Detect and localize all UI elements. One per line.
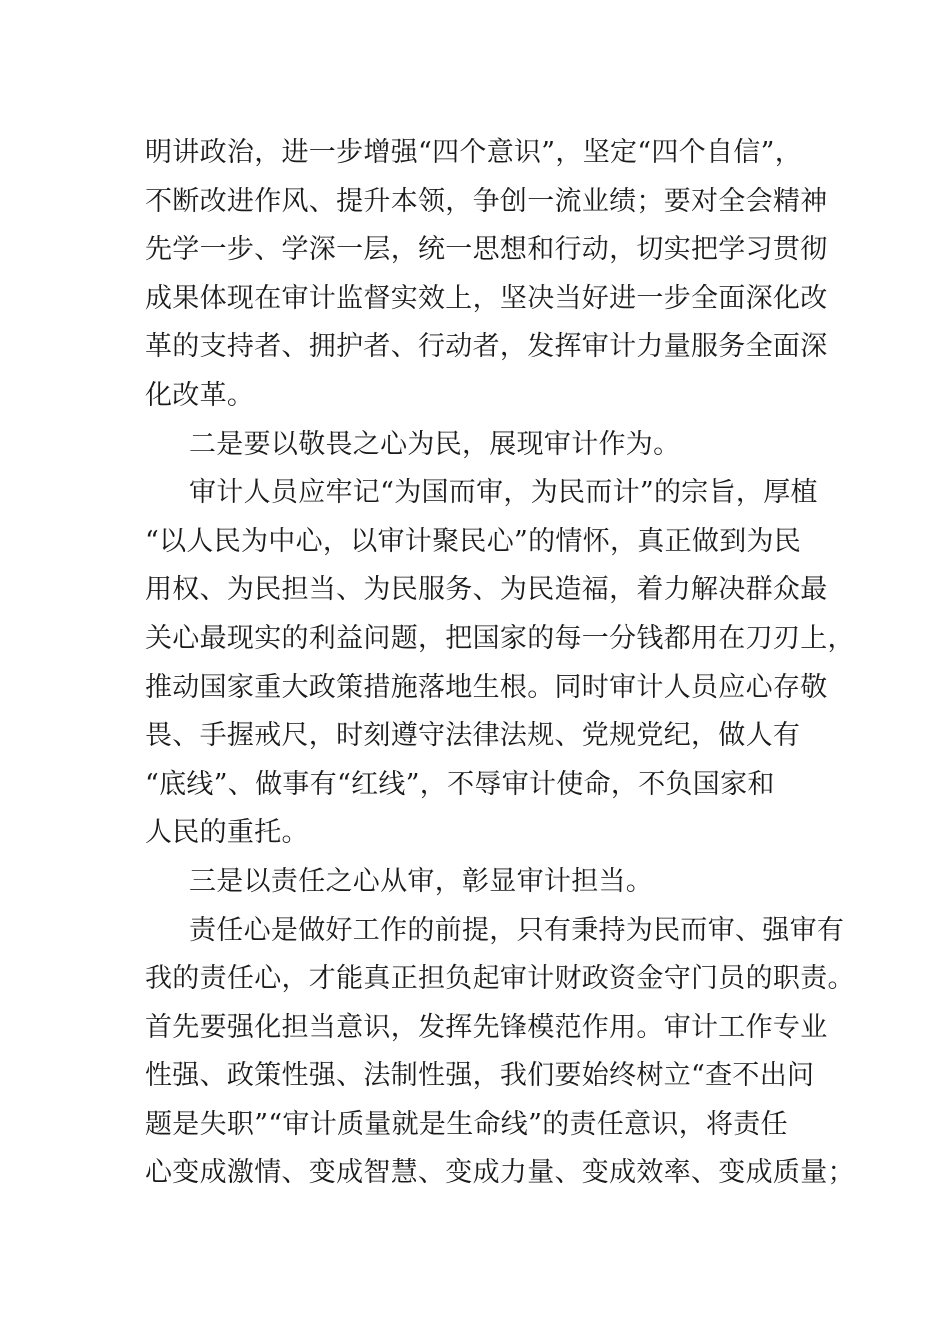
text-line: 化改革。 — [145, 379, 255, 411]
text-line: 先学一步、学深一层，统一思想和行动，切实把学习贯彻 — [145, 234, 828, 266]
text-line: 审计人员应牢记“为国而审，为民而计”的宗旨，厚植 — [189, 477, 818, 509]
text-line: 人民的重托。 — [145, 817, 309, 849]
text-line: 性强、政策性强、法制性强，我们要始终树立“查不出问 — [145, 1060, 815, 1092]
text-line: 责任心是做好工作的前提，只有秉持为民而审、强审有 — [189, 914, 845, 946]
document-body — [145, 129, 855, 1198]
text-line: 三是以责任之心从审，彰显审计担当。 — [189, 865, 654, 897]
text-line: 不断改进作风、提升本领，争创一流业绩；要对全会精神 — [145, 185, 828, 217]
text-line: 首先要强化担当意识，发挥先锋模范作用。审计工作专业 — [145, 1011, 828, 1043]
text-line: 用权、为民担当、为民服务、为民造福，着力解决群众最 — [145, 574, 828, 606]
text-line: “以人民为中心，以审计聚民心”的情怀，真正做到为民 — [145, 525, 802, 557]
text-line: “底线”、做事有“红线”，不辱审计使命，不负国家和 — [145, 768, 775, 800]
text-line: 心变成激情、变成智慧、变成力量、变成效率、变成质量； — [145, 1157, 855, 1189]
text-line: 题是失职”“审计质量就是生命线”的责任意识，将责任 — [145, 1108, 788, 1140]
text-line: 我的责任心，才能真正担负起审计财政资金守门员的职责。 — [145, 963, 855, 995]
text-line: 明讲政治，进一步增强“四个意识”，坚定“四个自信”， — [145, 137, 803, 168]
text-line: 推动国家重大政策措施落地生根。同时审计人员应心存敬 — [145, 671, 828, 703]
text-line: 成果体现在审计监督实效上，坚决当好进一步全面深化改 — [145, 282, 828, 314]
text-line: 革的支持者、拥护者、行动者，发挥审计力量服务全面深 — [145, 331, 828, 363]
text-line: 畏、手握戒尺，时刻遵守法律法规、党规党纪，做人有 — [145, 720, 801, 752]
text-line: 关心最现实的利益问题，把国家的每一分钱都用在刀刃上， — [145, 622, 855, 654]
text-line: 二是要以敬畏之心为民，展现审计作为。 — [189, 428, 681, 460]
